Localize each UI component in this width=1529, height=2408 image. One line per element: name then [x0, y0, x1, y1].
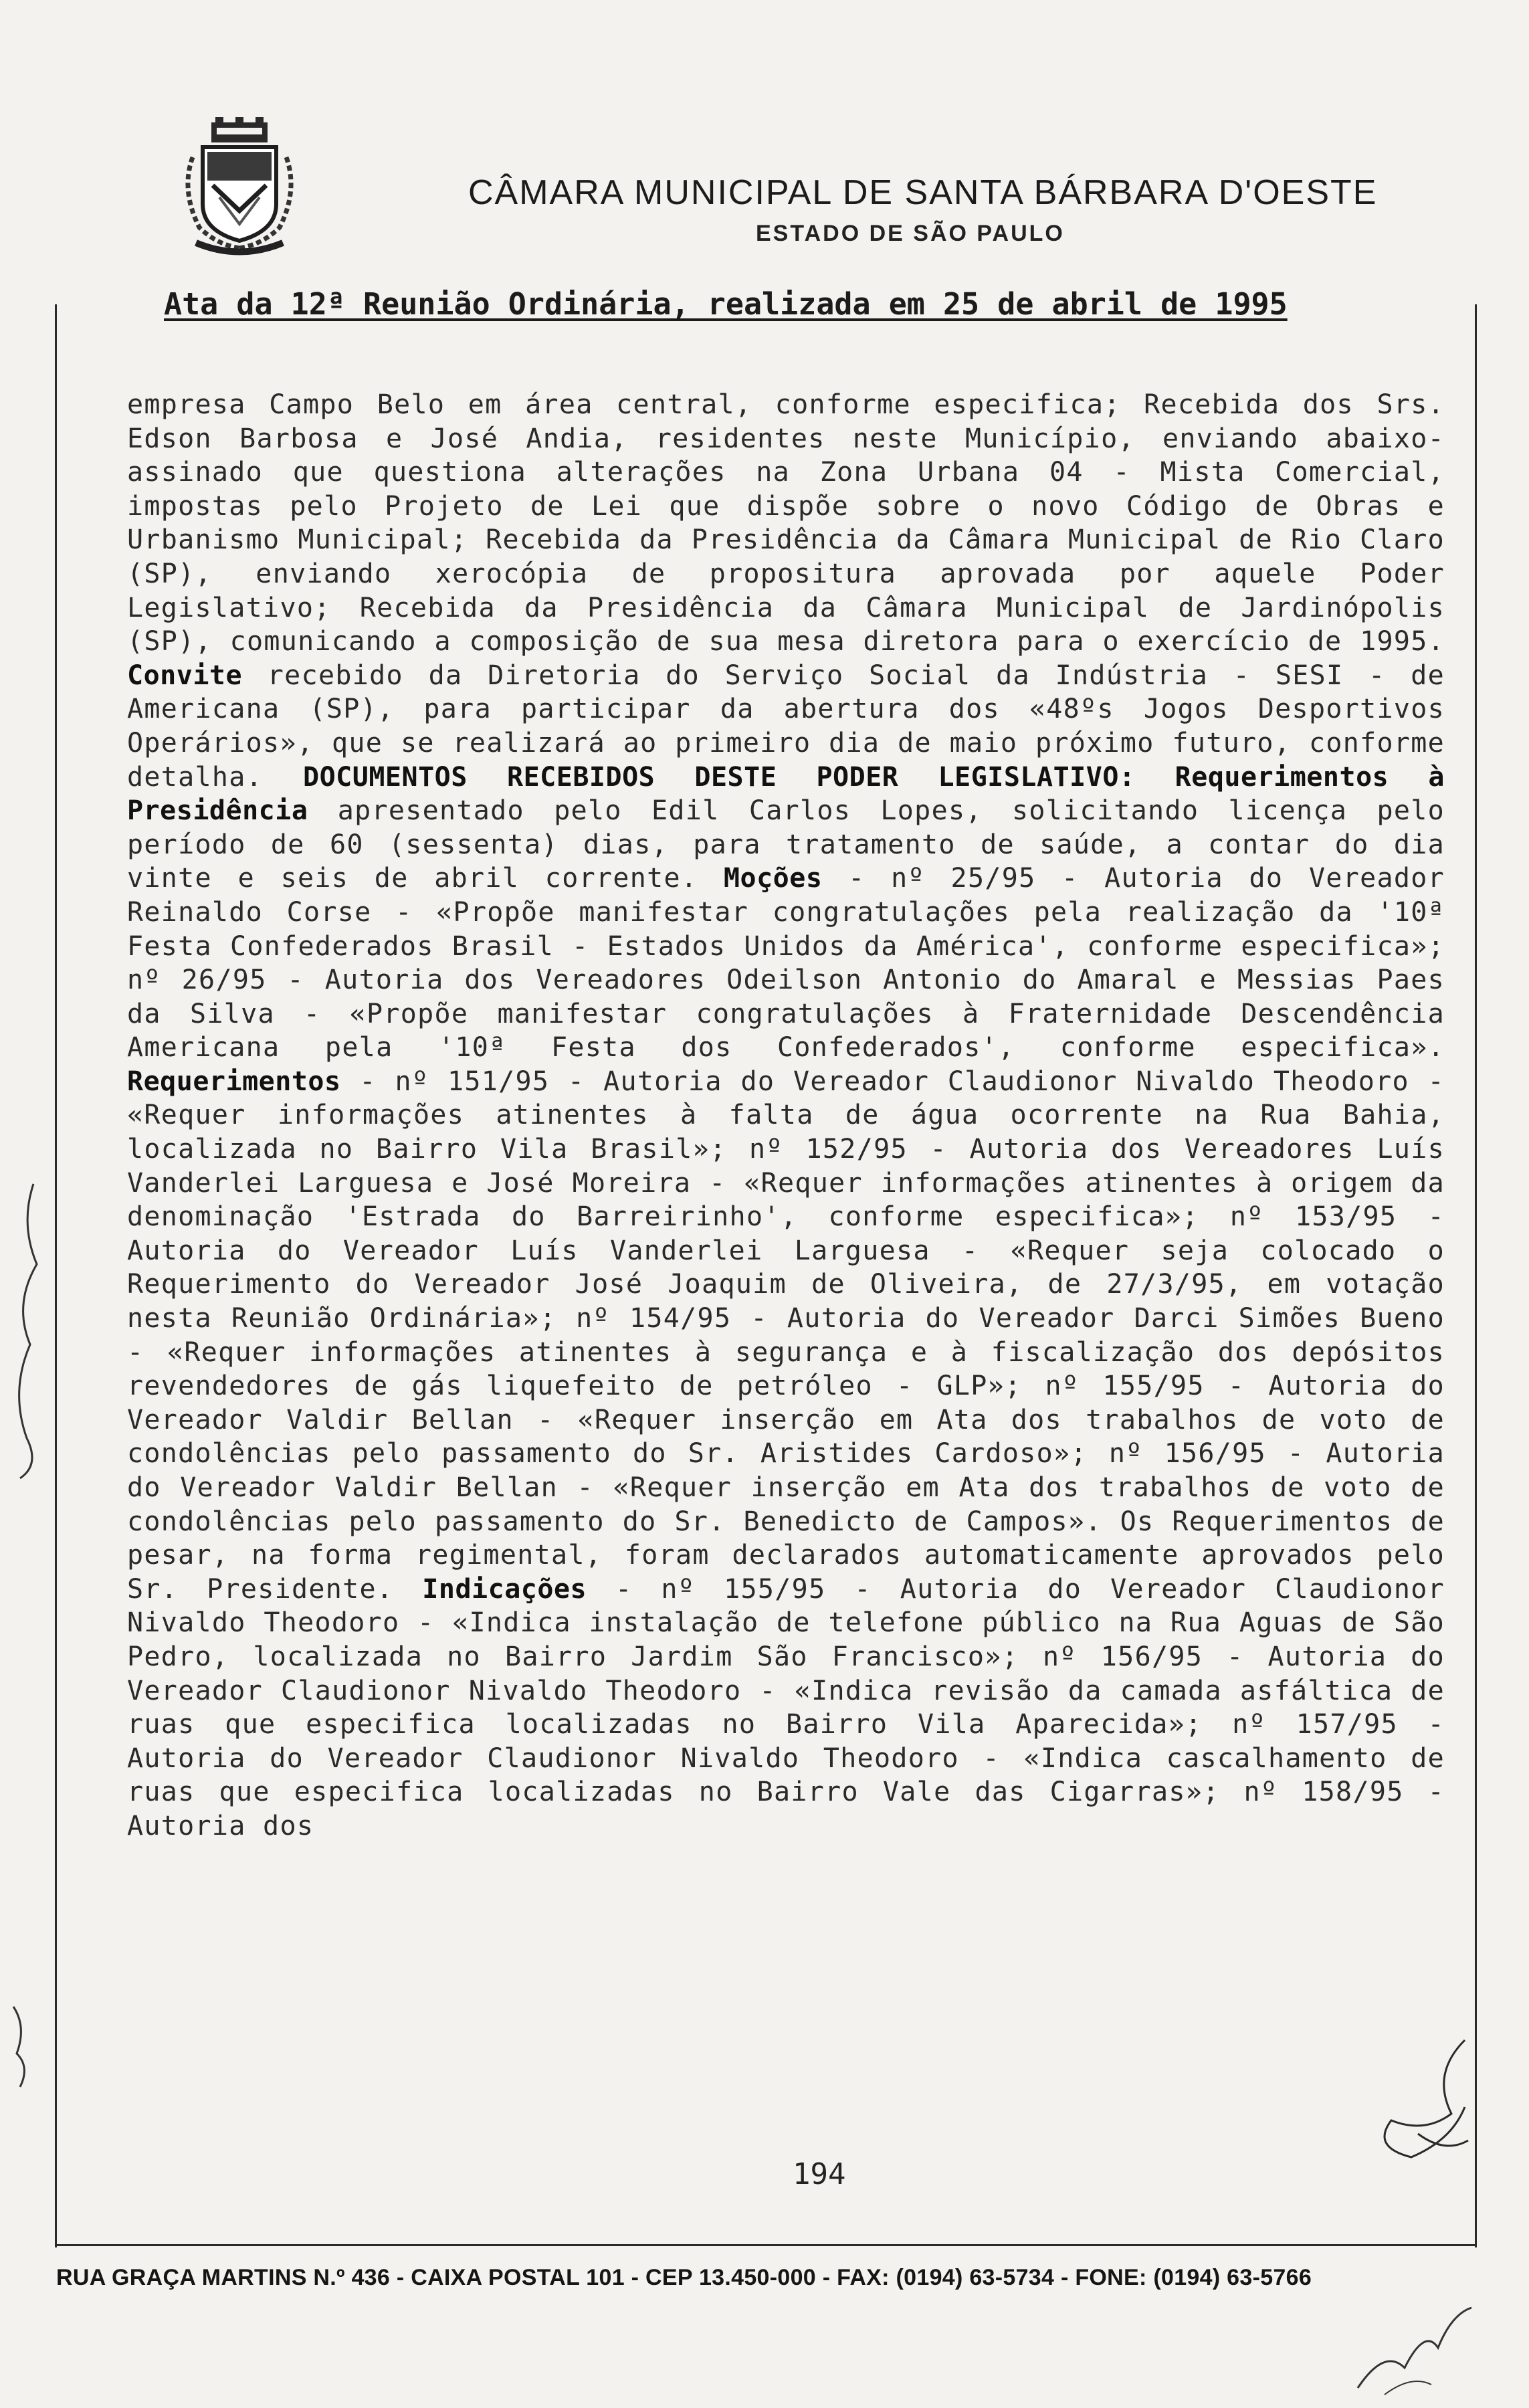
minutes-body-text [127, 388, 1445, 1843]
section-heading: Requerimentos [127, 1066, 341, 1097]
left-margin-line [55, 304, 57, 2247]
body-segment: - nº 151/95 - Autoria do Vereador Claudionor Nivaldo Theodoro - «Requer informações atinentes à falta de água ocorrente na Rua Bahia, localizada no Bairro Vila Brasil»; nº 152/95 - Autoria dos Vereadores Luís Vanderlei Larguesa e José Moreira - «Requer informações atinentes à origem da denominação 'Estrada do Barreirinho', conforme especifica»; nº 153/95 - Autoria do Vereador Luís Vanderlei Larguesa - «Requer seja colocado o Requerimento do Vereador José Joaquim de Oliveira, de 27/3/95, em votação nesta Reunião Ordinária»; nº 154/95 - Autoria do Vereador Darci Simões Bueno - «Requer informações atinentes à segurança e à fiscalização dos depósitos revendedores de gás liquefeito de petróleo - GLP»; nº 155/95 - Autoria do Vereador Valdir Bellan - «Requer inserção em Ata dos trabalhos de voto de condolências pelo passamento do Sr. Aristides Cardoso»; nº 156/95 - Autoria do Vereador Valdir Bellan - «Requer inserção em Ata dos trabalhos de voto de condolências pelo passamento do Sr. Benedicto de Campos». Os Requerimentos de pesar, na forma regimental, foram declarados automaticamente aprovados pelo Sr. Presidente. [127, 1066, 1445, 1605]
minutes-title: Ata da 12ª Reunião Ordinária, realizada em 25 de abril de 1995 [164, 286, 1288, 322]
municipal-coat-of-arms-icon [179, 117, 300, 258]
body-segment: recebido da Diretoria do Serviço Social da Indústria - SESI - de Americana (SP), para participar da abertura dos «48ºs Jogos Desportivos Operários», que se realizará ao primeiro dia de maio próximo futuro, conforme detalha. [127, 660, 1445, 793]
body-segment: - nº 155/95 - Autoria do Vereador Claudionor Nivaldo Theodoro - «Indica instalação de telefone público na Rua Aguas de São Pedro, localizada no Bairro Jardim São Francisco»; nº 156/95 - Autoria do Vereador Claudionor Nivaldo Theodoro - «Indica revisão da camada asfáltica de ruas que especifica localizadas no Bairro Vila Aparecida»; nº 157/95 - Autoria do Vereador Claudionor Nivaldo Theodoro - «Indica cascalhamento de ruas que especifica localizadas no Bairro Vale das Cigarras»; nº 158/95 - Autoria dos [127, 1573, 1445, 1841]
state-subtitle: ESTADO DE SÃO PAULO [756, 221, 1065, 246]
page-number: 194 [793, 2157, 846, 2191]
body-segment: empresa Campo Belo em área central, conforme especifica; Recebida dos Srs. Edson Barbosa e José Andia, residentes neste Município, enviando abaixo-assinado que questiona alterações na Zona Urbana 04 - Mista Comercial, impostas pelo Projeto de Lei que dispõe sobre o novo Código de Obras e Urbanismo Municipal; Recebida da Presidência da Câmara Municipal de Rio Claro (SP), enviando xerocópia de propositura aprovada por aquele Poder Legislativo; Recebida da Presidência da Câmara Municipal de Jardinópolis (SP), comunicando a composição de sua mesa diretora para o exercício de 1995. [127, 389, 1445, 658]
corner-initials-icon [1351, 2033, 1485, 2167]
section-heading: Indicações [422, 1573, 587, 1605]
body-segment: - nº 25/95 - Autoria do Vereador Reinaldo Corse - «Propõe manifestar congratulações pela realização da '10ª Festa Confederados Brasil - Estados Unidos da América', conforme especifica»; nº 26/95 - Autoria dos Vereadores Odeilson Antonio do Amaral e Messias Paes da Silva - «Propõe manifestar congratulações à Fraternidade Descendência Americana pela '10ª Festa dos Confederados', conforme especifica». [127, 863, 1445, 1064]
footer-address: RUA GRAÇA MARTINS N.º 436 - CAIXA POSTAL 101 - CEP 13.450-000 - FAX: (0194) 63-5734 - FONE: (0194) 63-5766 [56, 2265, 1312, 2290]
chamber-title: CÂMARA MUNICIPAL DE SANTA BÁRBARA D'OESTE [468, 173, 1378, 212]
section-heading: Convite [127, 660, 243, 691]
body-segment: apresentado pelo Edil Carlos Lopes, solicitando licença pelo período de 60 (sessenta) dias, para tratamento de saúde, a contar do dia vinte e seis de abril corrente. [127, 795, 1445, 894]
right-margin-line [1475, 304, 1477, 2247]
margin-signature-icon [0, 1104, 54, 2107]
bottom-initials-icon [1344, 2288, 1478, 2401]
section-heading: DOCUMENTOS RECEBIDOS DESTE PODER LEGISLATIVO: Requerimentos à Presidência [127, 761, 1445, 827]
section-heading: Moções [723, 863, 823, 894]
bottom-rule [55, 2244, 1477, 2246]
